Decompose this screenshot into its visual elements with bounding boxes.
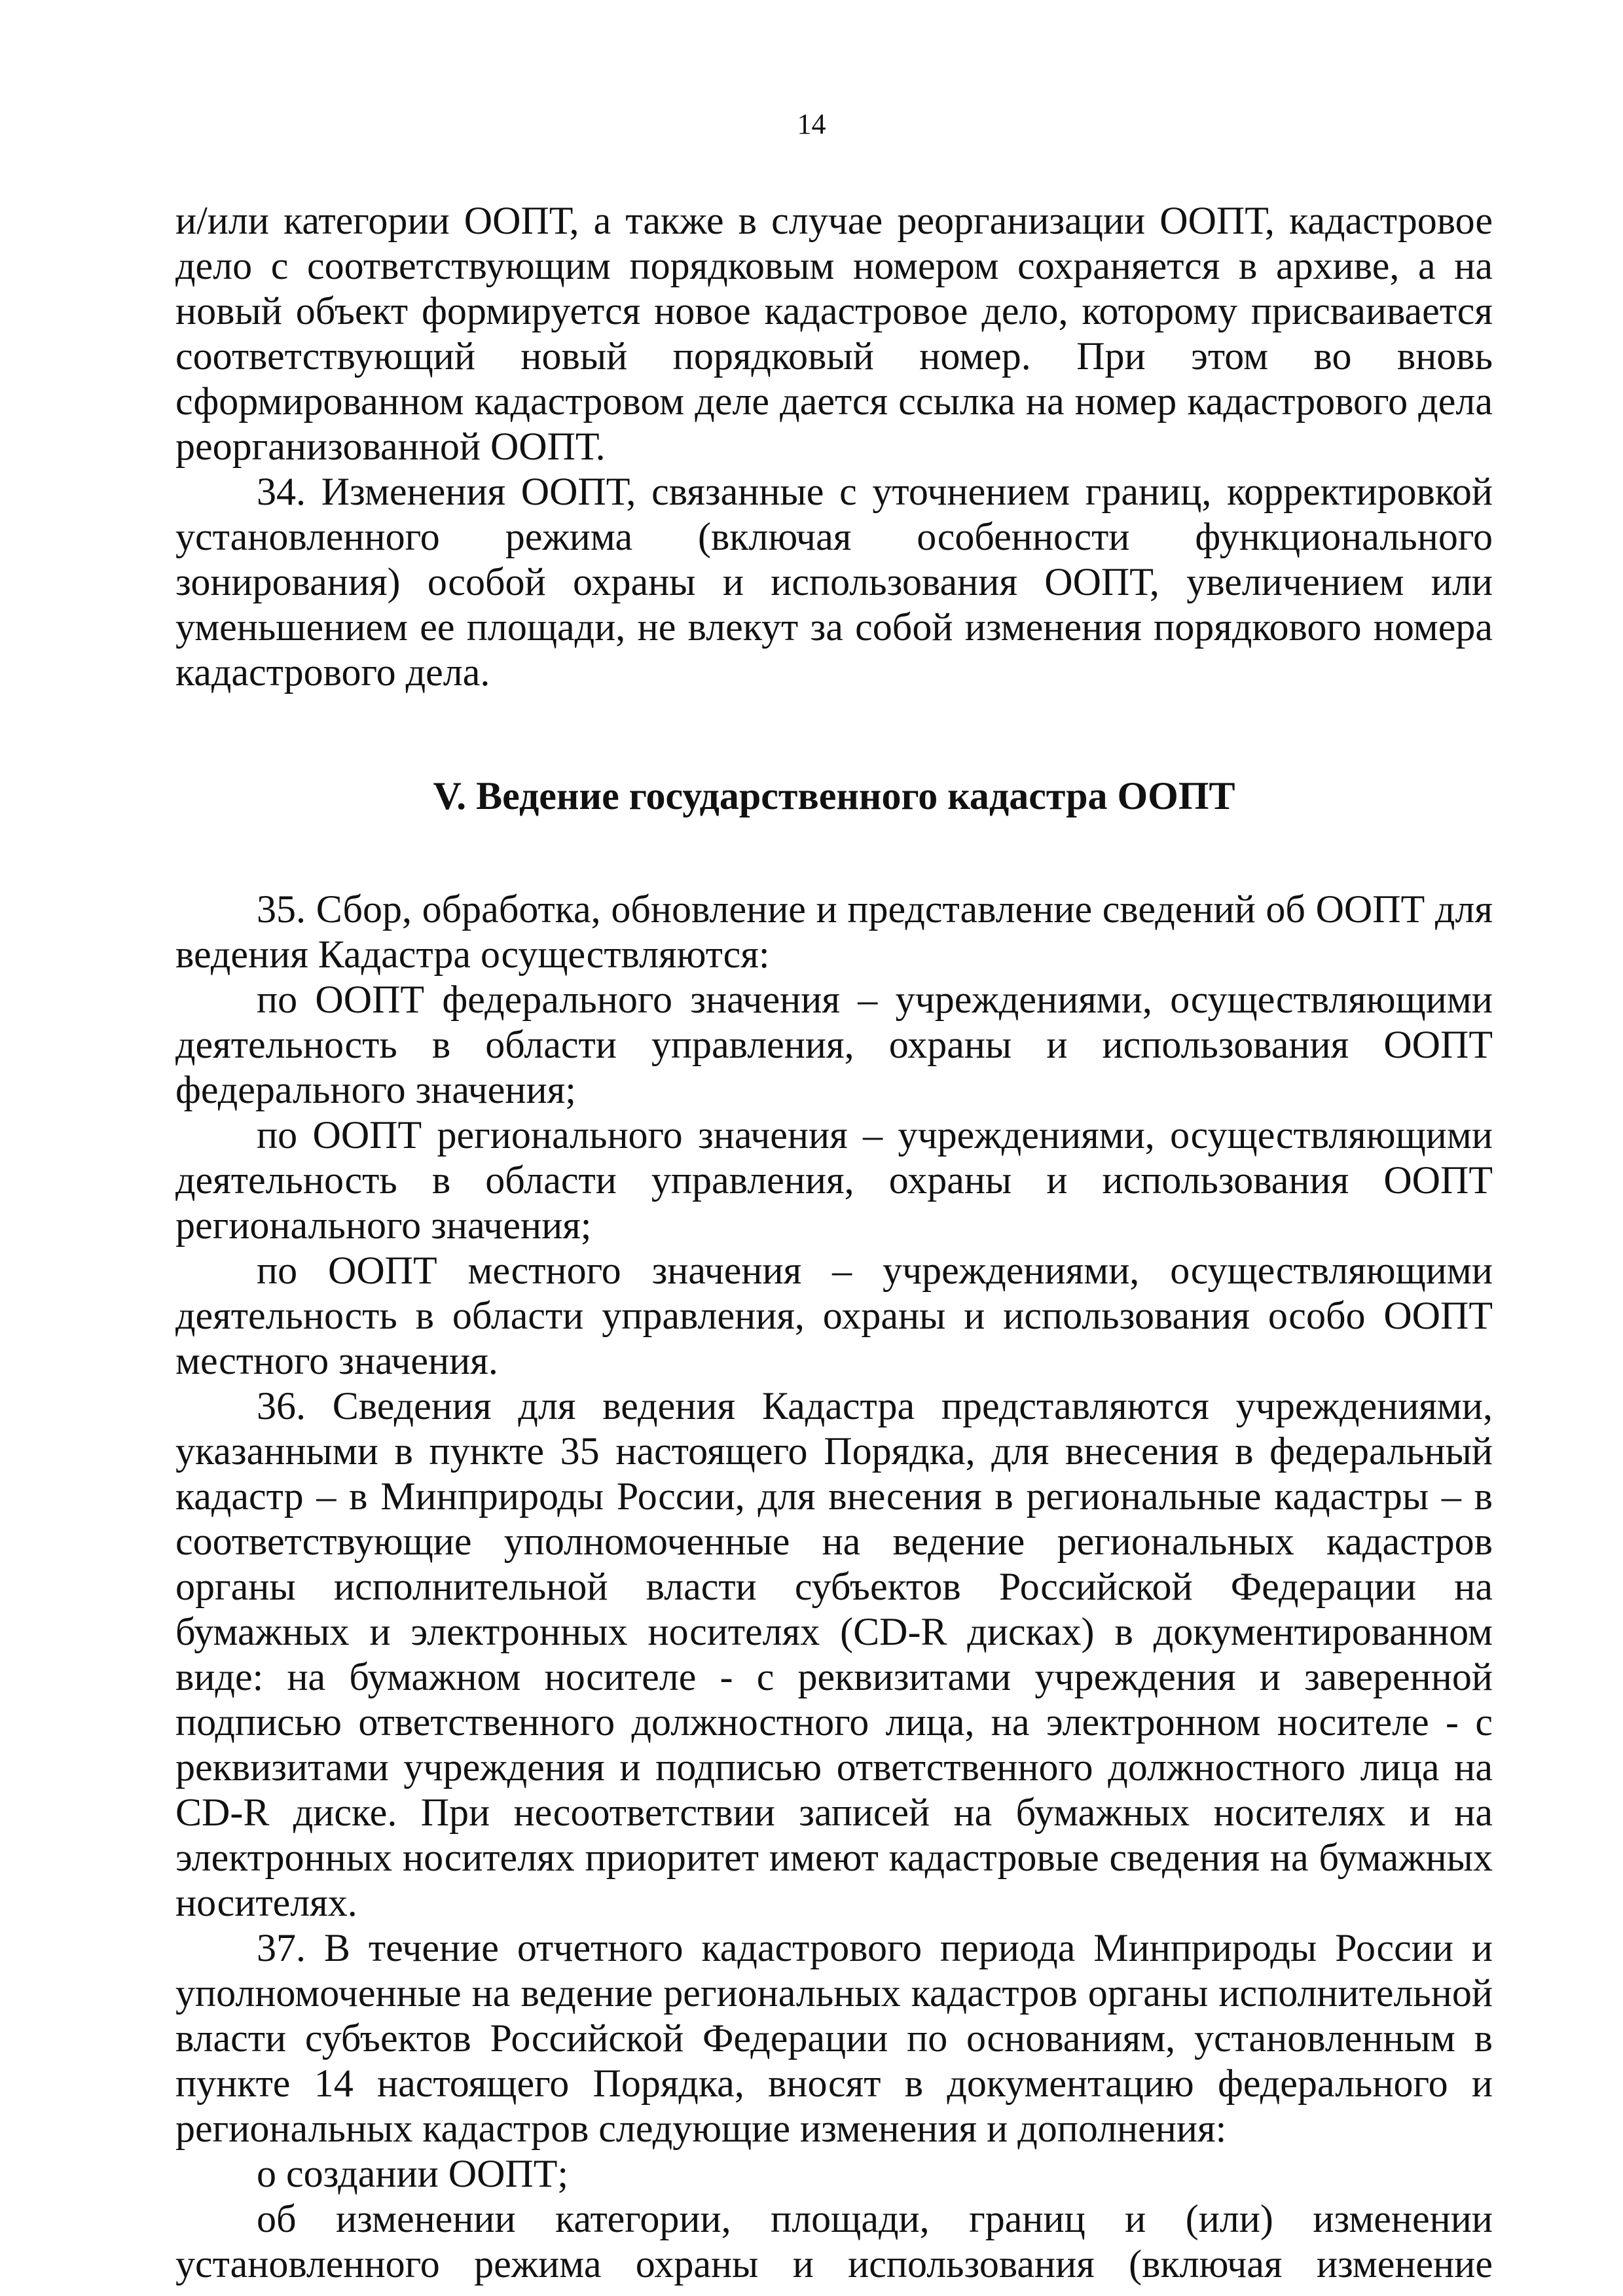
paragraph-35-federal: по ООПТ федерального значения – учреждениями, осуществляющими деятельность в области управления, охраны и использования ООПТ федерального значения; [175,978,1493,1111]
page-number: 14 [797,108,826,140]
spacer [175,819,1493,887]
section-heading: V. Ведение государственного кадастра ООПТ [433,774,1235,817]
paragraph-37-creation: о создании ООПТ; [257,2152,569,2195]
paragraph-35: 35. Сбор, обработка, обновление и представление сведений об ООПТ для ведения Кадастра осуществляются: [175,888,1493,976]
paragraph-37-change: об изменении категории, площади, границ и (или) изменении установленного режима охраны и использования (включая изменение [175,2197,1493,2286]
document-body [175,198,1493,2287]
paragraph-continuation: и/или категории ООПТ, а также в случае реорганизации ООПТ, кадастровое дело с соответствующим порядковым номером сохраняется в архиве, а на новый объект формируется новое кадастровое дело, которому присваивается соответствующий новый порядковый номер. При этом во вновь сформированном кадастровом деле дается ссылка на номер кадастрового дела реорганизованной ООПТ. [175,199,1493,468]
spacer [175,695,1493,774]
paragraph-35-regional: по ООПТ регионального значения – учреждениями, осуществляющими деятельность в области управления, охраны и использования ООПТ регионального значения; [175,1113,1493,1247]
paragraph-37: 37. В течение отчетного кадастрового периода Минприроды России и уполномоченные на ведение региональных кадастров органы исполнительной власти субъектов Российской Федерации по основаниям, установленным в пункте 14 настоящего Порядка, вносят в документацию федерального и региональных кадастров следующие изменения и дополнения: [175,1926,1493,2150]
paragraph-34: 34. Изменения ООПТ, связанные с уточнением границ, корректировкой установленного режима (включая особенности функционального зонирования) особой охраны и использования ООПТ, увеличением или уменьшением ее площади, не влекут за собой изменения порядкового номера кадастрового дела. [175,470,1493,694]
paragraph-35-local: по ООПТ местного значения – учреждениями, осуществляющими деятельность в области управления, охраны и использования особо ООПТ местного значения. [175,1249,1493,1382]
paragraph-36: 36. Сведения для ведения Кадастра представляются учреждениями, указанными в пункте 35 настоящего Порядка, для внесения в федеральный кадастр – в Минприроды России, для внесения в региональные кадастры – в соответствующие уполномоченные на ведение региональных кадастров органы исполнительной власти субъектов Российской Федерации на бумажных и электронных носителях (CD-R дисках) в документированном виде: на бумажном носителе - с реквизитами учреждения и заверенной подписью ответственного должностного лица, на электронном носителе - с реквизитами учреждения и подписью ответственного должностного лица на CD-R диске. При несоответствии записей на бумажных носителях и на электронных носителях приоритет имеют кадастровые сведения на бумажных носителях. [175,1384,1493,1924]
